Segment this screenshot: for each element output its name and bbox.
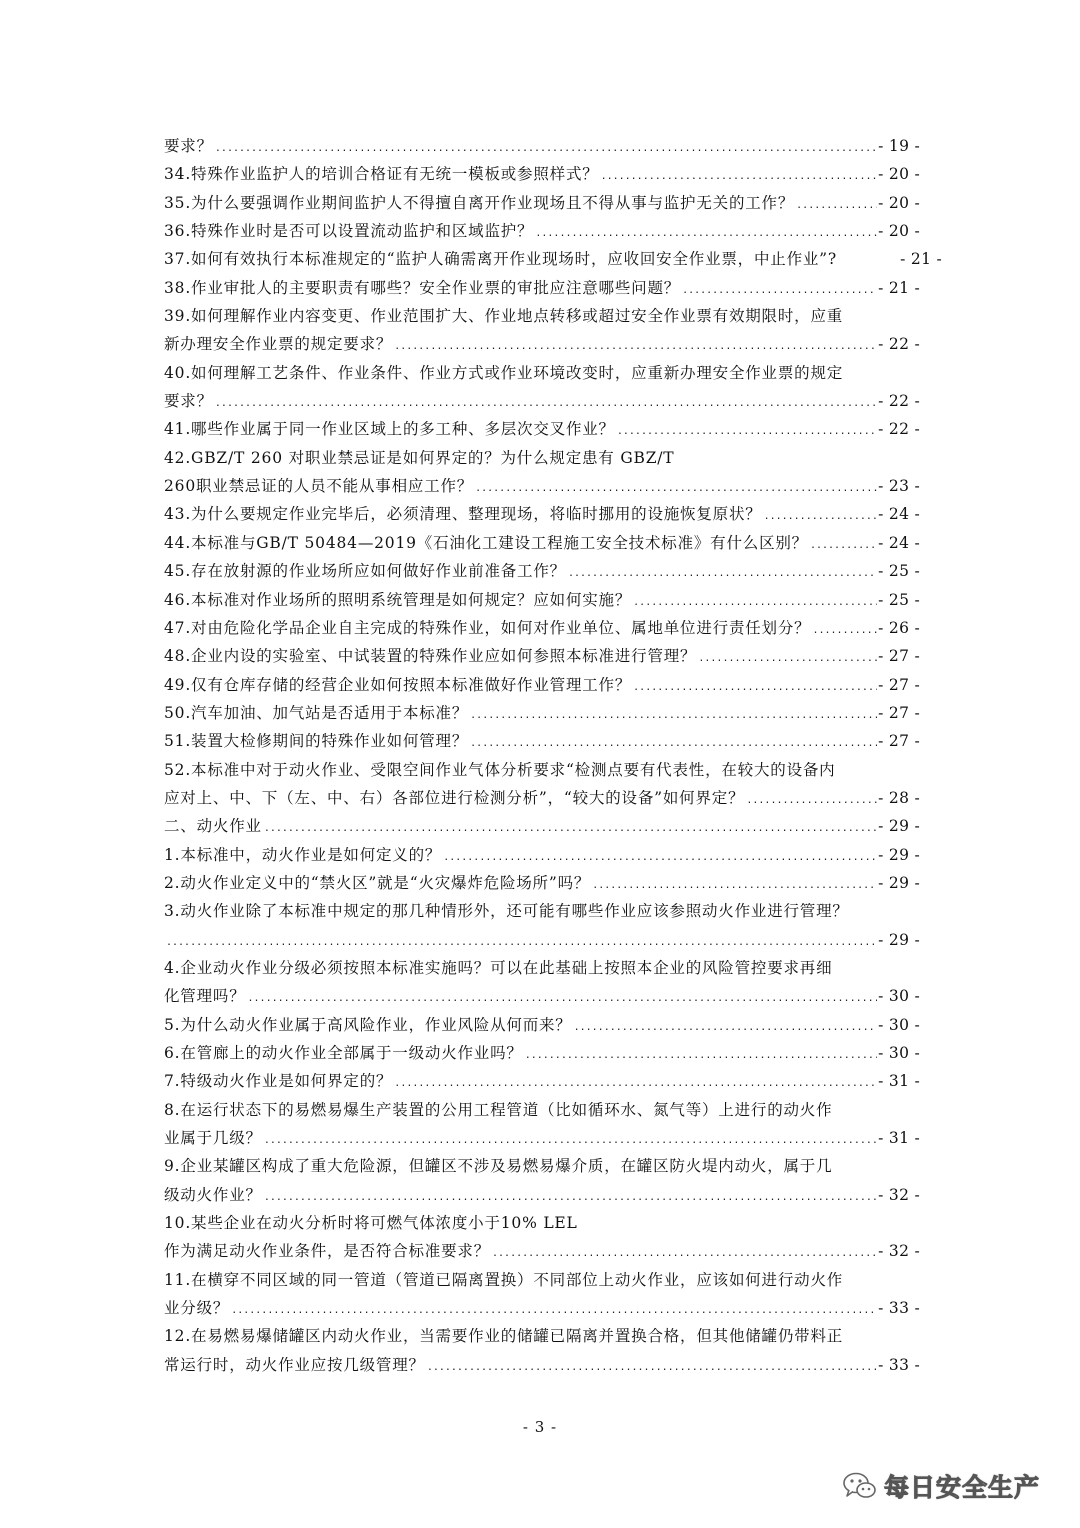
dot-leader (525, 1042, 877, 1070)
toc-entry (164, 897, 920, 925)
toc-entry (164, 245, 942, 273)
toc-page-number: - 23 - (878, 477, 920, 496)
toc-page-number: - 28 - (878, 788, 920, 807)
dot-leader (568, 560, 877, 588)
toc-entry-text: 34.特殊作业监护人的培训合格证有无统一模板或参照样式？ (164, 165, 599, 184)
toc-entry-text: 二、动火作业 (164, 817, 262, 836)
toc-entry-text: 1.本标准中，动火作业是如何定义的？ (164, 845, 442, 864)
toc-page-number: - 25 - (878, 562, 920, 581)
dot-leader (215, 390, 877, 418)
toc-entry (164, 756, 920, 784)
toc-entry-text: 级动火作业？ (164, 1185, 262, 1204)
toc-entry-text: 49.仅有仓库存储的经营企业如何按照本标准做好作业管理工作？ (164, 675, 632, 694)
toc-entry-text: 37.如何有效执行本标准规定的“监护人确需离开作业现场时，应收回安全作业票，中止作业”? (164, 250, 838, 269)
toc-page-number: - 33 - (878, 1299, 920, 1318)
toc-entry-text: 3.动火作业除了本标准中规定的那几种情形外，还可能有哪些作业应该参照动火作业进行管理？ (164, 902, 849, 921)
toc-entry (164, 1181, 920, 1209)
toc-entry-text: 41.哪些作业属于同一作业区域上的多工种、多层次交叉作业？ (164, 420, 615, 439)
toc-entry-text: 应对上、中、下（左、中、右）各部位进行检测分析”，“较大的设备”如何界定？ (164, 788, 745, 807)
dot-leader (633, 674, 877, 702)
dot-leader (812, 617, 877, 645)
toc-entry-text: 4.企业动火作业分级必须按照本标准实施吗？可以在此基础上按照本企业的风险管控要求再细 (164, 958, 833, 977)
toc-page-number: - 29 - (878, 930, 920, 949)
toc-entry (164, 954, 920, 982)
toc-entry-text: 8.在运行状态下的易燃易爆生产装置的公用工程管道（比如循环水、氮气等）上进行的动火作 (164, 1100, 833, 1119)
toc-entry (164, 557, 920, 585)
toc-entry (164, 1096, 920, 1124)
toc-entry (164, 784, 920, 812)
toc-page-number: - 24 - (878, 533, 920, 552)
toc-entry (164, 727, 920, 755)
toc-entry-text: 44.本标准与GB/T 50484—2019《石油化工建设工程施工安全技术标准》有什么区别？ (164, 533, 808, 552)
toc-page-number: - 20 - (878, 165, 920, 184)
toc-entry-text: 47.对由危险化学品企业自主完成的特殊作业，如何对作业单位、属地单位进行责任划分？ (164, 618, 811, 637)
toc-entry (164, 1322, 920, 1350)
toc-entry-text: 11.在横穿不同区域的同一管道（管道已隔离置换）不同部位上动火作业，应该如何进行动火作 (164, 1270, 844, 1289)
dot-leader (264, 1127, 877, 1155)
toc-entry (164, 500, 920, 528)
toc-entry (164, 444, 920, 472)
toc-entry-text: 260职业禁忌证的人员不能从事相应工作？ (164, 477, 474, 496)
toc-entry (164, 189, 920, 217)
toc-entry (164, 982, 920, 1010)
toc-page-number: - 30 - (878, 987, 920, 1006)
dot-leader (698, 645, 877, 673)
toc-entry-text: 50.汽车加油、加气站是否适用于本标准？ (164, 703, 469, 722)
dot-leader (443, 844, 877, 872)
dot-leader (427, 1354, 877, 1382)
toc-entry-text: 7.特级动火作业是如何界定的？ (164, 1072, 393, 1091)
toc-entry (164, 841, 920, 869)
dot-leader (574, 1014, 878, 1042)
toc-entry-text: 新办理安全作业票的规定要求？ (164, 335, 393, 354)
toc-entry-text: 业属于几级？ (164, 1129, 262, 1148)
toc-page-number: - 33 - (878, 1355, 920, 1374)
dot-leader (475, 475, 877, 503)
toc-entry (164, 1237, 920, 1265)
toc-entry-text: 2.动火作业定义中的“禁火区”就是“火灾爆炸危险场所”吗？ (164, 873, 591, 892)
toc-page-number: - 22 - (878, 392, 920, 411)
dot-leader (470, 702, 877, 730)
toc-entry-text: 常运行时，动火作业应按几级管理？ (164, 1355, 425, 1374)
toc-entry (164, 586, 920, 614)
dot-leader (682, 277, 877, 305)
toc-page-number: - 21 - (878, 278, 920, 297)
watermark-text: 每日安全生产 (884, 1473, 1041, 1502)
toc-page-number: - 29 - (878, 873, 920, 892)
toc-entry (164, 812, 920, 840)
wechat-logo-icon (842, 1471, 876, 1501)
dot-leader (166, 929, 877, 957)
dot-leader (535, 220, 877, 248)
toc-page-number: - 32 - (878, 1242, 920, 1261)
watermark (842, 1468, 1040, 1504)
toc-page-number: - 22 - (878, 335, 920, 354)
dot-leader (264, 815, 877, 843)
toc-entry (164, 160, 920, 188)
toc-entry (164, 869, 920, 897)
toc-entry-text: 9.企业某罐区构成了重大危险源，但罐区不涉及易燃易爆介质，在罐区防火堤内动火，属于几 (164, 1157, 833, 1176)
toc-entry (164, 217, 920, 245)
toc-entry-text: 38.作业审批人的主要职责有哪些？安全作业票的审批应注意哪些问题？ (164, 278, 681, 297)
toc-entry (164, 529, 920, 557)
toc-page-number: - 25 - (878, 590, 920, 609)
dot-leader (248, 985, 878, 1013)
toc-entry (164, 1294, 920, 1322)
toc-page-number: - 27 - (878, 732, 920, 751)
toc-entry-text: 48.企业内设的实验室、中试装置的特殊作业应如何参照本标准进行管理？ (164, 647, 697, 666)
dot-leader (492, 1240, 877, 1268)
toc-entry-text: 35.为什么要强调作业期间监护人不得擅自离开作业现场且不得从事与监护无关的工作？ (164, 193, 795, 212)
toc-entry-text: 作为满足动火作业条件，是否符合标准要求？ (164, 1242, 491, 1261)
dot-leader (746, 787, 877, 815)
toc-entry-text: 36.特殊作业时是否可以设置流动监护和区域监护？ (164, 222, 534, 241)
toc-entry (164, 1266, 920, 1294)
toc-page-number: - 30 - (878, 1044, 920, 1062)
toc-page-number: - 27 - (878, 703, 920, 722)
toc-entry (164, 274, 920, 302)
toc-entry-text: 43.为什么要规定作业完毕后，必须清理、整理现场，将临时挪用的设施恢复原状？ (164, 505, 762, 524)
dot-leader (215, 135, 877, 163)
toc-entry-text: 45.存在放射源的作业场所应如何做好作业前准备工作？ (164, 562, 566, 581)
toc-page-number: - 27 - (878, 647, 920, 666)
toc-entry-text: 12.在易燃易爆储罐区内动火作业，当需要作业的储罐已隔离并置换合格，但其他储罐仍带料正 (164, 1327, 844, 1346)
toc-page-number: - 20 - (878, 193, 920, 212)
toc-entry (164, 132, 920, 160)
toc-entry-text: 51.装置大检修期间的特殊作业如何管理？ (164, 732, 469, 751)
toc-page-number: - 20 - (878, 222, 920, 241)
toc-page-number: - 29 - (878, 845, 920, 864)
toc-entry (164, 1209, 920, 1237)
toc-entry (164, 699, 920, 727)
toc-page-number: - 24 - (878, 505, 920, 524)
toc-entry (164, 472, 920, 500)
toc-entry-text: 要求？ (164, 392, 213, 411)
dot-leader (264, 1184, 877, 1212)
toc-entry (164, 387, 920, 415)
toc-entry (164, 671, 920, 699)
toc-page-number: - 19 - (878, 137, 920, 155)
toc-page-number: - 30 - (878, 1015, 920, 1034)
toc-entry-text: 要求？ (164, 137, 213, 155)
dot-leader (633, 589, 877, 617)
dot-leader (617, 418, 877, 446)
toc-entry-text: 42.GBZ/T 260 对职业禁忌证是如何界定的？为什么规定患有 GBZ/T (164, 448, 675, 467)
page-number: - 3 - (522, 1418, 558, 1436)
toc-entry (164, 1039, 920, 1067)
dot-leader (231, 1297, 877, 1325)
toc-entry (164, 302, 920, 330)
toc-page-number: - 26 - (878, 618, 920, 637)
toc-entry (164, 359, 920, 387)
toc-entry (164, 926, 920, 954)
toc-entry (164, 1011, 920, 1039)
dot-leader (764, 503, 878, 531)
dot-leader (810, 532, 877, 560)
dot-leader (796, 192, 877, 220)
toc-entry-text: 化管理吗？ (164, 987, 246, 1006)
toc-page-number: - 27 - (878, 675, 920, 694)
toc-page-number: - 32 - (878, 1185, 920, 1204)
toc-entry (164, 1067, 920, 1095)
toc-entry (164, 1351, 920, 1379)
dot-leader (394, 333, 877, 361)
dot-leader (601, 163, 878, 191)
toc-page-number: - 31 - (878, 1072, 920, 1091)
toc-page-number: - 29 - (878, 817, 920, 836)
toc-page-number: - 22 - (878, 420, 920, 439)
toc-entry (164, 614, 920, 642)
toc-entry (164, 1152, 920, 1180)
dot-leader (394, 1070, 877, 1098)
toc-entry-text: 业分级？ (164, 1299, 230, 1318)
toc-entry-text: 5.为什么动火作业属于高风险作业，作业风险从何而来？ (164, 1015, 572, 1034)
toc-page-number: - 21 - (900, 250, 942, 269)
toc-entry-text: 40.如何理解工艺条件、作业条件、作业方式或作业环境改变时，应重新办理安全作业票的规定 (164, 363, 844, 382)
toc-page-number: - 31 - (878, 1129, 920, 1148)
toc-entry-text: 10.某些企业在动火分析时将可燃气体浓度小于10% LEL (164, 1214, 578, 1233)
table-of-contents (164, 132, 942, 1379)
dot-leader (592, 872, 877, 900)
toc-entry (164, 1124, 920, 1152)
toc-entry (164, 330, 920, 358)
toc-entry (164, 642, 920, 670)
dot-leader (470, 730, 877, 758)
toc-entry-text: 39.如何理解作业内容变更、作业范围扩大、作业地点转移或超过安全作业票有效期限时，应重 (164, 307, 844, 326)
toc-entry-text: 46.本标准对作业场所的照明系统管理是如何规定？应如何实施？ (164, 590, 632, 609)
toc-entry-text: 52.本标准中对于动火作业、受限空间作业气体分析要求“检测点要有代表性，在较大的设备内 (164, 760, 836, 779)
toc-entry-text: 6.在管廊上的动火作业全部属于一级动火作业吗？ (164, 1044, 523, 1062)
toc-entry (164, 415, 920, 443)
